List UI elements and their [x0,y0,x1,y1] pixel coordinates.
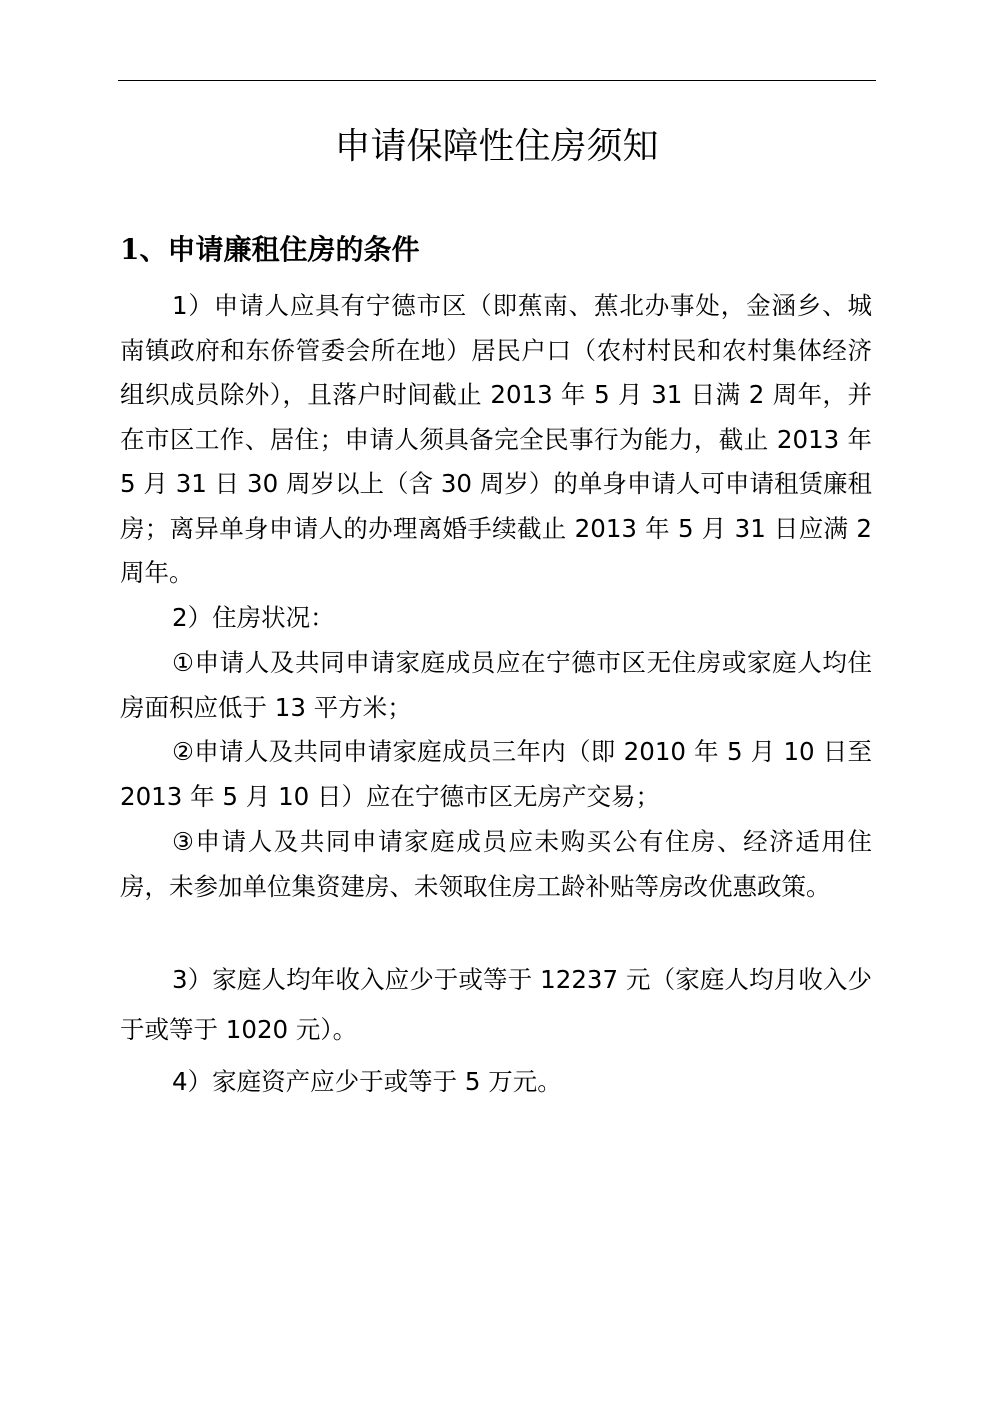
paragraph-assets-condition: 4）家庭资产应少于或等于 5 万元。 [172,1067,562,1096]
section-heading: 1、申请廉租住房的条件 [120,233,420,266]
paragraph-property-transaction: ②申请人及共同申请家庭成员三年内（即 2010 年 5 月 10 日至 2013 年 5 月 10 日）应在宁德市区无房产交易； [120,737,872,811]
paragraph-residency-condition: 1）申请人应具有宁德市区（即蕉南、蕉北办事处，金涵乡、城南镇政府和东侨管委会所在地）居民户口（农村村民和农村集体经济组织成员除外），且落户时间截止 2013 年 5 月 31 日满 2 周年，并在市区工作、居住；申请人须具备完全民事行为能力，截止 2013 年 5 月 31 日 30 周岁以上（含 30 周岁）的单身申请人可申请租赁廉租房；离异单身申请人的办理离婚手续截止 2013 年 5 月 31 日应满 2 周年。 [120,291,872,587]
paragraph-income-condition: 3）家庭人均年收入应少于或等于 12237 元（家庭人均月收入少于或等于 1020 元）。 [120,965,872,1044]
paragraph-housing-status: 2）住房状况： [172,603,335,632]
document-title: 申请保障性住房须知 [334,126,659,167]
paragraph-housing-area: ①申请人及共同申请家庭成员应在宁德市区无住房或家庭人均住房面积应低于 13 平方米； [120,648,872,722]
header-rule [118,80,876,81]
paragraph-housing-benefits: ③申请人及共同申请家庭成员应未购买公有住房、经济适用住房，未参加单位集资建房、未领取住房工龄补贴等房改优惠政策。 [120,827,872,901]
